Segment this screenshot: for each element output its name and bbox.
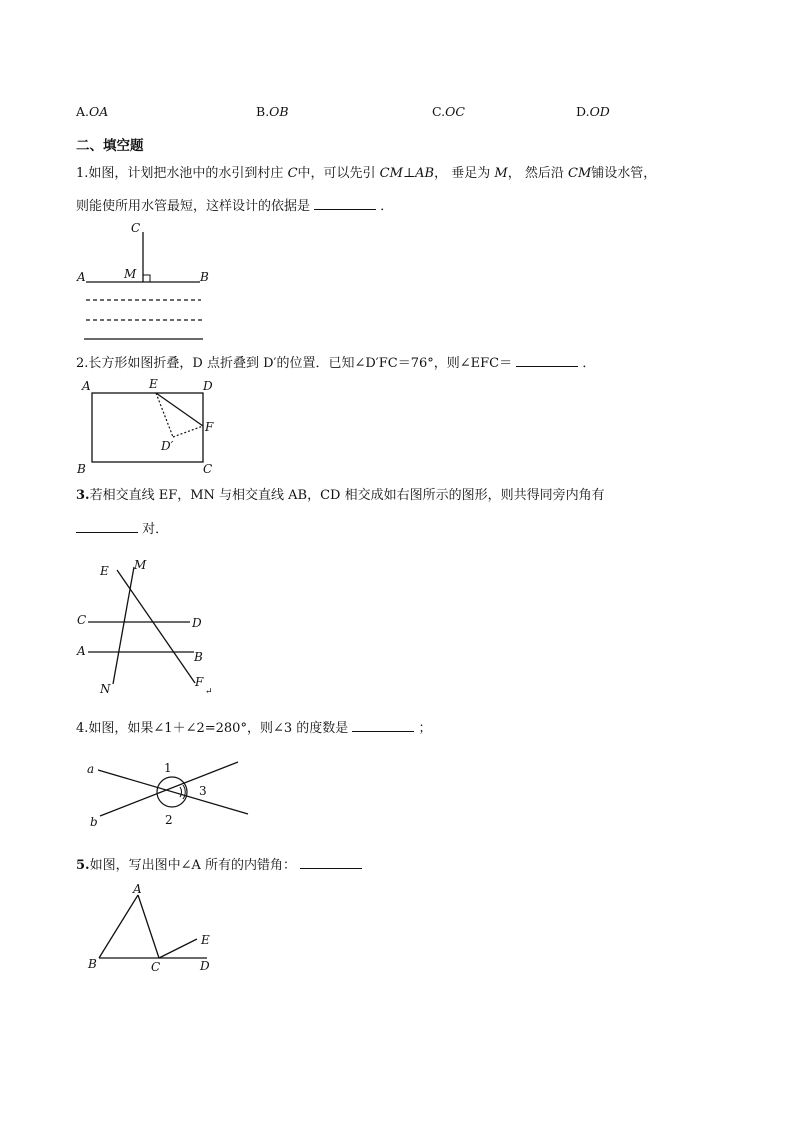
question-3-line-2: 对． (76, 519, 168, 539)
figure-3-intersecting-lines (70, 554, 230, 700)
label-b: B (194, 650, 203, 664)
label-angle-1: 1 (164, 761, 172, 775)
label-e: E (149, 377, 158, 391)
label-a: A (133, 882, 142, 896)
line-ac (138, 895, 159, 958)
label-c: C (151, 960, 161, 974)
line-ef (117, 570, 195, 683)
label-m: M (134, 558, 147, 572)
question-5: 5.如图，写出图中∠A 所有的内错角： (76, 855, 362, 875)
rectangle-abcd (92, 393, 203, 462)
label-n: N (100, 682, 111, 696)
figure-4-angles (80, 754, 250, 830)
label-b: B (88, 957, 97, 971)
label-c: C (131, 221, 141, 235)
label-angle-2: 2 (165, 813, 173, 827)
label-b: B (200, 270, 209, 284)
label-d: D (200, 959, 210, 973)
label-angle-3: 3 (199, 784, 207, 798)
label-e: E (100, 564, 109, 578)
question-1-line-1: 1.如图，计划把水池中的水引到村庄 C中，可以先引 CM⊥AB， 垂足为 M， 然后沿 CM铺设水管， (76, 166, 657, 181)
label-a: A (82, 379, 91, 393)
line-fd-prime (173, 426, 203, 437)
angle-3-arc-outer (183, 785, 185, 799)
line-ce (159, 939, 197, 958)
line-ab (99, 895, 138, 958)
question-4: 4.如图，如果∠1＋∠2=280°，则∠3 的度数是 ； (76, 718, 432, 738)
answer-blank-2[interactable] (516, 353, 578, 367)
return-mark: ↵ (205, 687, 213, 697)
answer-blank-3[interactable] (76, 519, 138, 533)
option-a: A.OA (76, 104, 109, 119)
answer-blank-1[interactable] (314, 196, 376, 210)
fold-line-ef (156, 393, 203, 426)
angle-3-arc-inner (180, 787, 182, 797)
figure-1-water-pipe (70, 218, 220, 346)
option-c: C.OC (432, 104, 465, 119)
question-3-line-1: 3.若相交直线 EF，MN 与相交直线 AB，CD 相交成如右图所示的图形，则共得同旁内角有 (76, 488, 605, 503)
figure-5-triangle (80, 880, 220, 980)
label-a: A (77, 644, 86, 658)
question-2: 2.长方形如图折叠，D 点折叠到 D′的位置．已知∠D′FC＝76°，则∠EFC＝ ． (76, 353, 595, 373)
answer-blank-5[interactable] (300, 855, 362, 869)
label-e: E (201, 933, 210, 947)
right-angle-mark (143, 275, 150, 282)
option-d: D.OD (576, 104, 610, 119)
question-1-line-2: 则能使所用水管最短，这样设计的依据是 ． (76, 196, 393, 216)
label-m: M (124, 267, 137, 281)
label-a: A (77, 270, 86, 284)
figure-2-folded-rectangle (74, 376, 224, 476)
answer-blank-4[interactable] (352, 718, 414, 732)
option-b: B.OB (256, 104, 289, 119)
label-b: B (77, 462, 86, 476)
label-f: F (205, 420, 214, 434)
label-a: a (87, 762, 95, 776)
section-title: 二、填空题 (76, 138, 144, 154)
label-c: C (203, 462, 213, 476)
label-d-prime: D′ (161, 439, 174, 453)
label-b: b (90, 815, 98, 829)
label-c: C (77, 613, 87, 627)
line-mn (113, 567, 134, 684)
label-f: F (195, 675, 204, 689)
label-d: D (203, 379, 213, 393)
label-d: D (192, 616, 202, 630)
